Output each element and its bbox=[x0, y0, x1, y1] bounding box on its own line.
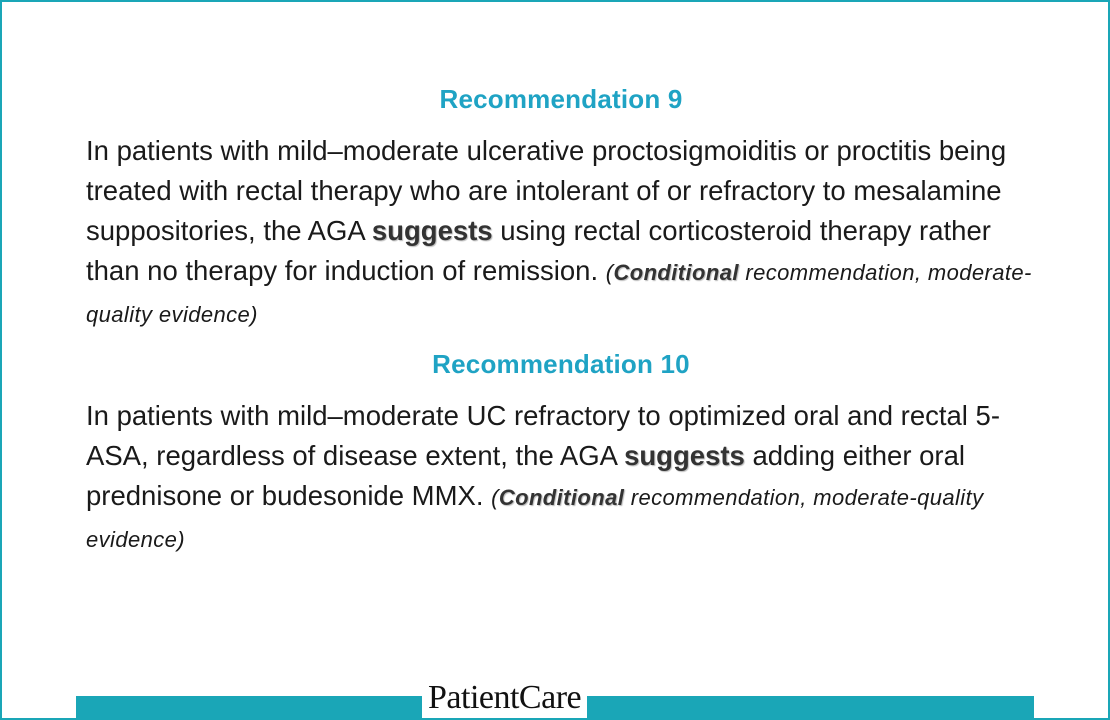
recommendation-10-text bbox=[86, 396, 1036, 560]
patient-care-logo: PatientCare bbox=[422, 678, 587, 718]
recommendation-10-text-after: adding either oral prednisone or budesonide MMX. bbox=[86, 440, 965, 511]
recommendation-9-strength: suggests bbox=[371, 215, 493, 246]
recommendation-9-text-after: using rectal corticosteroid therapy rather than no therapy for induction of remission. bbox=[86, 215, 991, 286]
recommendation-9-text-before: In patients with mild–moderate ulcerative proctosigmoiditis or proctitis being treated with rectal therapy who are intolerant of or refractory to mesalamine suppositories, the AGA bbox=[86, 135, 1007, 246]
recommendation-10-title: Recommendation 10 bbox=[432, 349, 690, 379]
recommendation-10-evidence-open: ( bbox=[491, 485, 499, 510]
recommendation-9-evidence-rest: recommendation, moderate-quality evidence) bbox=[86, 260, 1032, 327]
recommendation-9-title: Recommendation 9 bbox=[439, 84, 683, 114]
recommendation-10-evidence-rest: recommendation, moderate-quality evidence) bbox=[86, 485, 984, 552]
slide-content bbox=[86, 84, 1036, 560]
recommendation-9-evidence-conditional: Conditional bbox=[613, 260, 739, 285]
recommendation-10-strength: suggests bbox=[624, 440, 745, 471]
recommendation-9-text bbox=[86, 131, 1036, 335]
recommendation-10-evidence-conditional: Conditional bbox=[498, 485, 625, 510]
recommendation-9-evidence-open: ( bbox=[605, 260, 614, 285]
recommendation-10-text-before: In patients with mild–moderate UC refractory to optimized oral and rectal 5-ASA, regardless of disease extent, the AGA bbox=[86, 400, 1001, 471]
